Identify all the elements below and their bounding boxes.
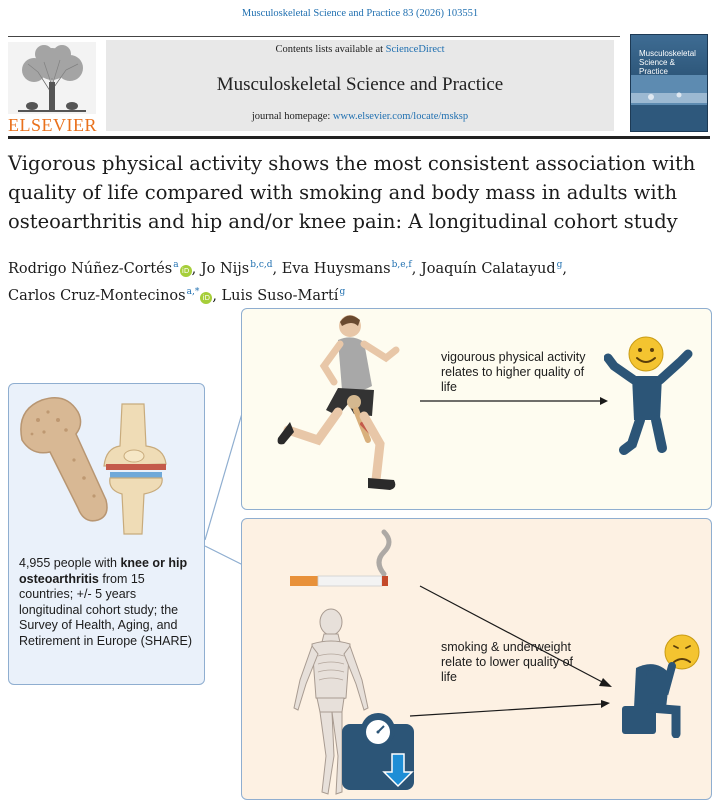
activity-text: vigourous physical activity relates to higher quality of life: [441, 350, 586, 394]
sad-person-icon: [616, 622, 706, 738]
author-name[interactable]: Luis Suso-Martí: [221, 288, 339, 304]
journal-citation[interactable]: Musculoskeletal Science and Practice 83 (2026) 103551: [241, 8, 479, 19]
homepage-prefix: journal homepage:: [251, 111, 333, 122]
orcid-icon[interactable]: iD: [200, 292, 212, 304]
affiliation-marker[interactable]: g: [556, 260, 563, 270]
affiliation-marker[interactable]: a: [173, 260, 179, 270]
author-separator: ,: [562, 261, 568, 277]
affiliation-marker[interactable]: b,e,f: [391, 260, 412, 270]
author-separator: ,: [272, 261, 282, 277]
summary-part-1: 4,955 people with: [19, 556, 121, 570]
author-name[interactable]: Joaquín Calatayud: [420, 261, 556, 277]
contents-prefix: Contents lists available at: [275, 44, 386, 55]
sciencedirect-link[interactable]: ScienceDirect: [385, 44, 445, 55]
author-name[interactable]: Jo Nijs: [200, 261, 250, 277]
author-name[interactable]: Eva Huysmans: [281, 261, 391, 277]
runner-icon: [268, 312, 418, 502]
risk-factor-text: smoking & underweight relate to lower quality of life: [441, 640, 574, 684]
affiliation-marker[interactable]: g: [339, 287, 346, 297]
study-summary-text: [19, 556, 201, 649]
cover-title: Musculoskeletal Science & Practice: [639, 49, 696, 76]
bone-knee-icon: [14, 390, 184, 538]
publisher-logo-text: ELSEVIER: [8, 115, 97, 135]
activity-arrow: [420, 390, 610, 410]
affiliation-marker[interactable]: b,c,d: [250, 260, 273, 270]
author-name[interactable]: Carlos Cruz-Montecinos: [8, 288, 186, 304]
author-separator: ,: [212, 288, 222, 304]
journal-title: Musculoskeletal Science and Practice: [216, 74, 504, 95]
homepage-link[interactable]: www.elsevier.com/locate/msksp: [332, 111, 469, 122]
risk-factor-arrows: [370, 580, 620, 730]
affiliation-marker[interactable]: a,*: [186, 287, 200, 297]
summary-part-2: from 15 countries; +/- 5 years longitudinal cohort study; the Survey of Health, Aging, and Retirement in Europe (SHARE): [19, 571, 192, 648]
happy-person-icon: [604, 332, 704, 472]
orcid-icon[interactable]: iD: [180, 265, 192, 277]
summary-bold: knee or hip osteoarthritis: [19, 556, 188, 586]
author-separator: ,: [191, 261, 201, 277]
author-separator: ,: [411, 261, 421, 277]
author-name[interactable]: Rodrigo Núñez-Cortés: [8, 261, 173, 277]
article-title: Vigorous physical activity shows the most consistent association with quality of life compared with smoking and body mass in adults with osteoarthritis and hip and/or knee pain: A longitudinal cohort study: [8, 152, 696, 233]
